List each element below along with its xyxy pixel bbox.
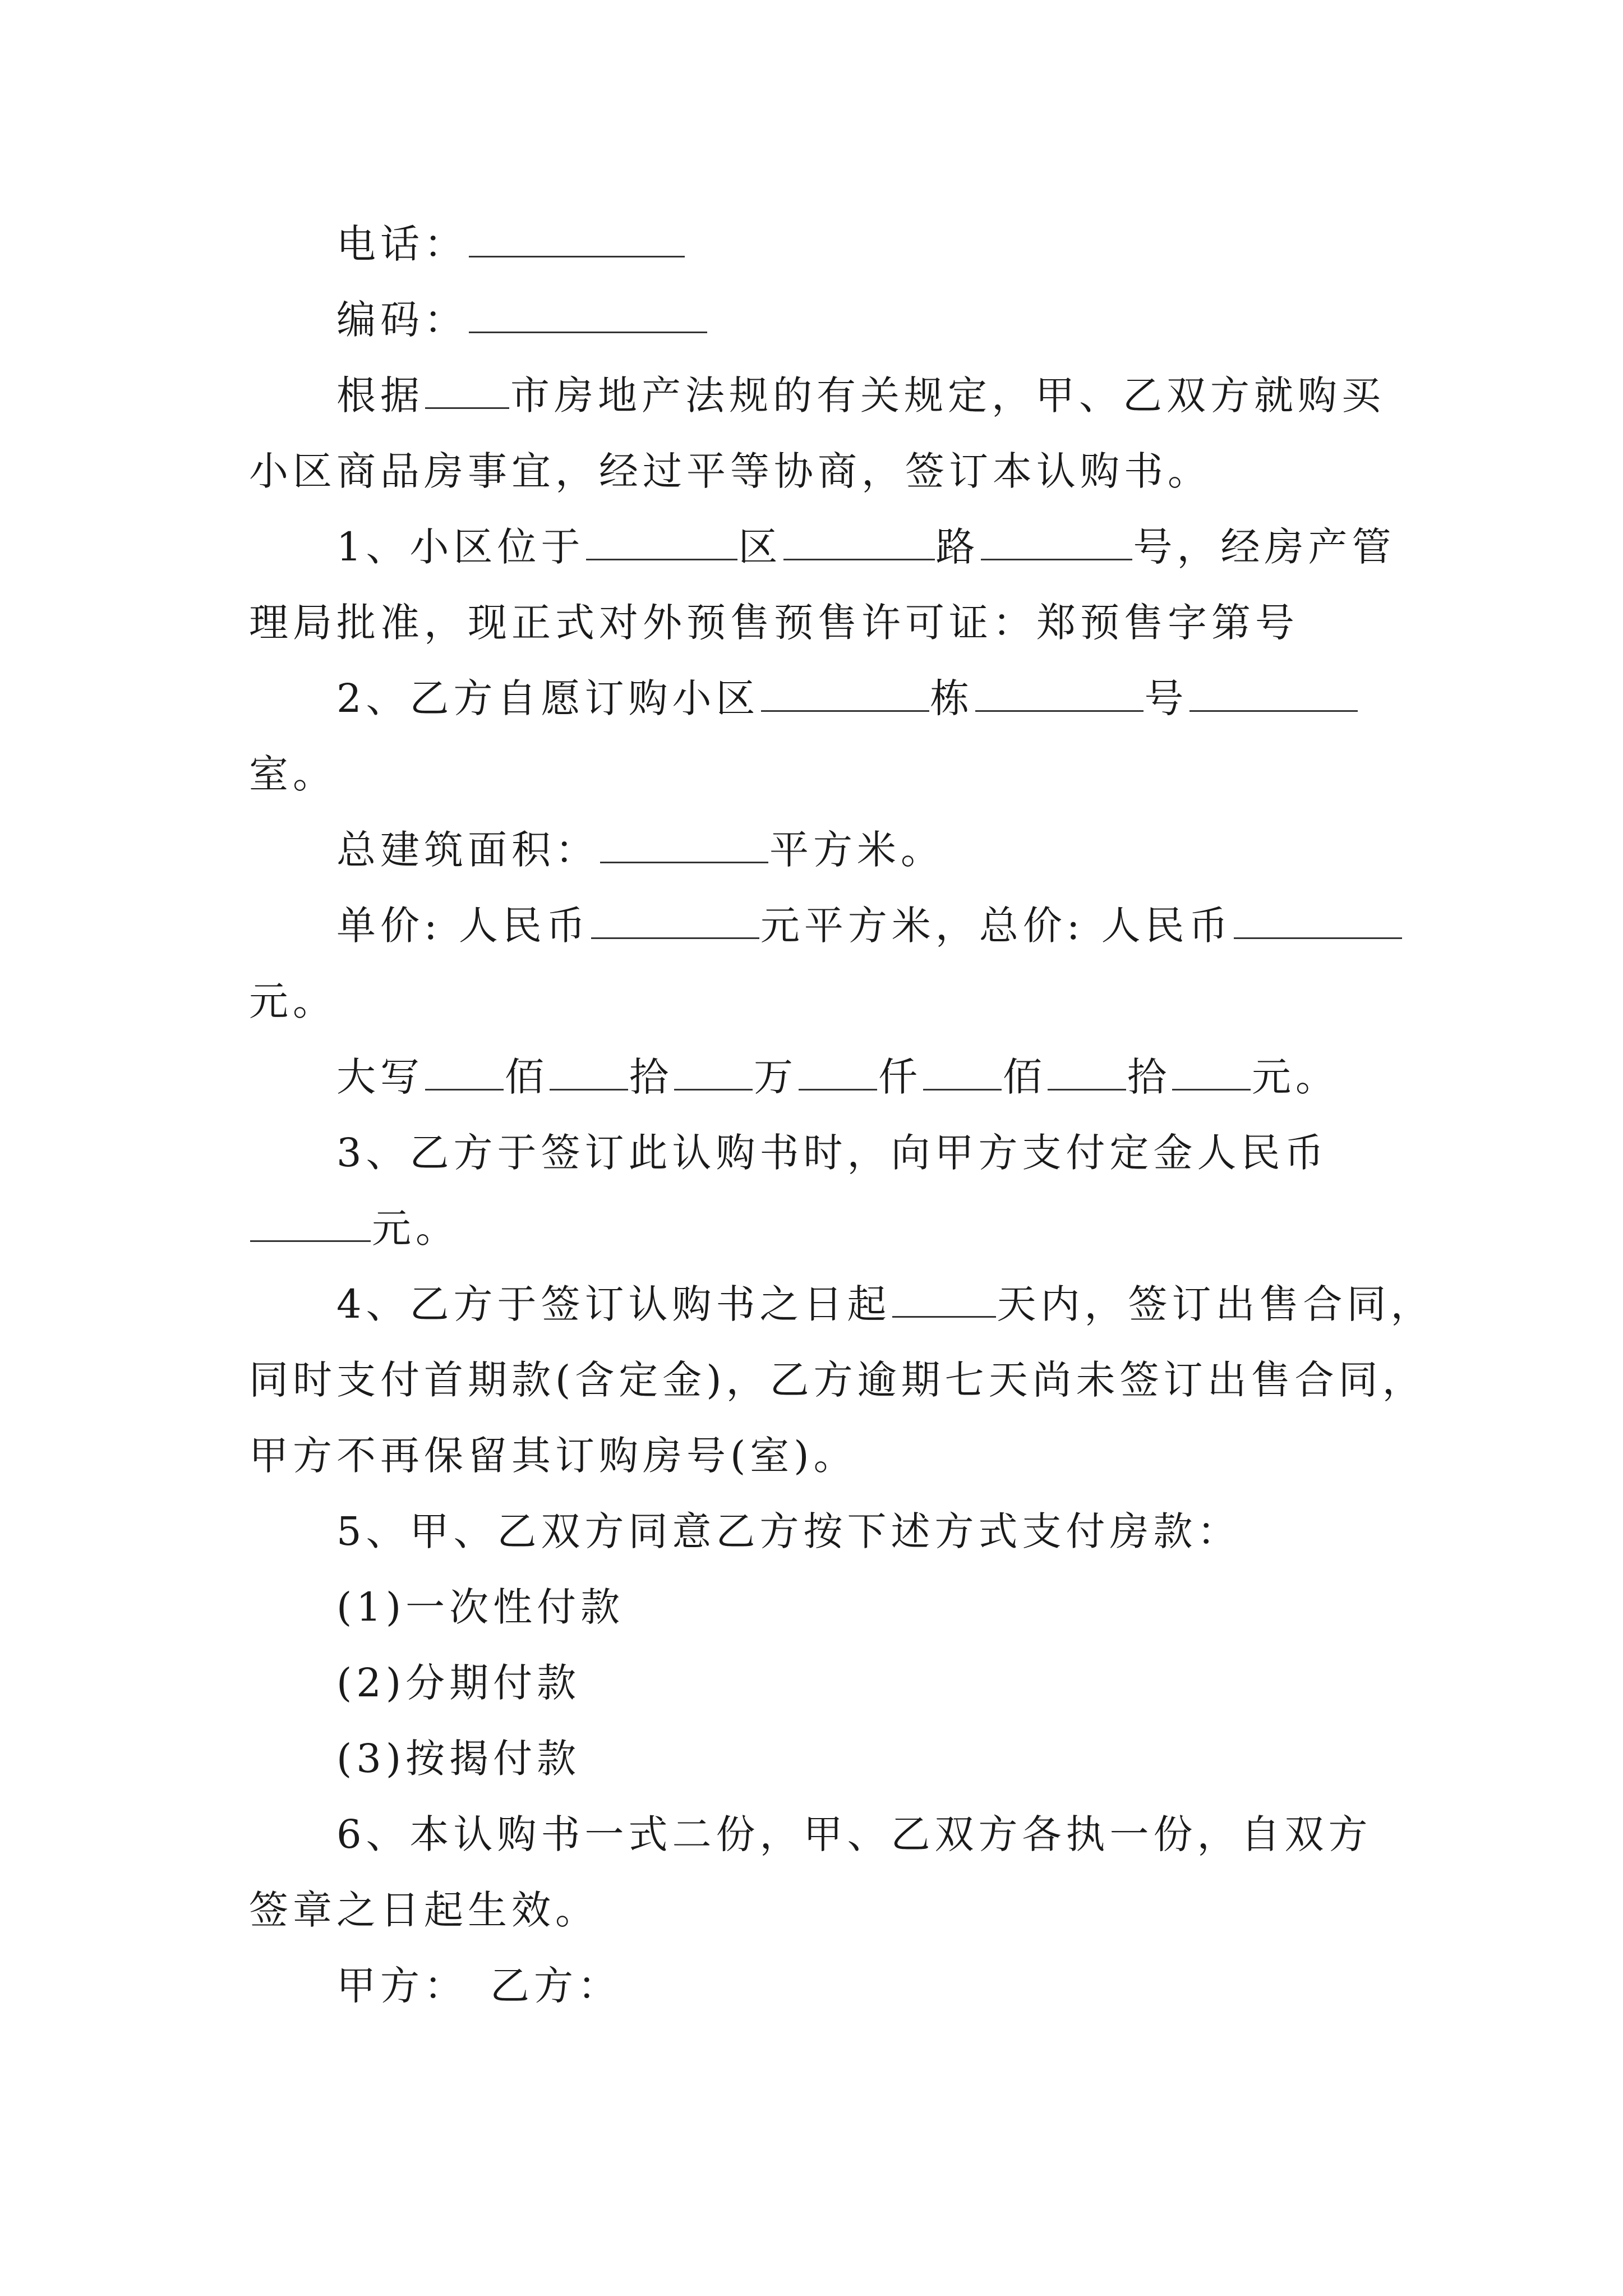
clause-4-text-c: 同时支付首期款(含定金)，乙方逾期七天尚未签订出售合同， (249, 1357, 1426, 1403)
unit-price-blank (591, 904, 759, 939)
payment-option-2-text: (2)分期付款 (336, 1660, 581, 1706)
area-line (336, 822, 944, 878)
clause-2-text-c: 号 (1144, 675, 1188, 721)
clause-1-line-1 (336, 519, 1396, 575)
intro-line-1 (336, 367, 1385, 424)
amount-blank (674, 1055, 753, 1091)
clause-5-text: 5、甲、乙双方同意乙方按下述方式支付房款： (336, 1508, 1241, 1554)
price-line-2 (249, 973, 336, 1029)
intro-text-1a: 根据 (336, 372, 424, 418)
amount-blank (799, 1055, 877, 1091)
party-b-label: 乙方： (490, 1963, 621, 2009)
clause-1-text-a: 1、小区位于 (336, 524, 585, 570)
building-blank (761, 677, 929, 712)
payment-option-2 (336, 1655, 580, 1711)
phone-label: 电话： (336, 221, 468, 267)
deposit-blank (250, 1207, 371, 1242)
clause-2-text-d: 室。 (249, 751, 336, 797)
payment-option-3 (336, 1731, 580, 1787)
number-blank (981, 525, 1132, 560)
unit-hundred: 佰 (1003, 1054, 1046, 1100)
deposit-unit: 元。 (372, 1205, 459, 1251)
clause-4-line-2 (249, 1352, 1426, 1408)
code-line (336, 292, 708, 348)
unit-price-label: 单价: 人民币 (336, 903, 590, 949)
amount-blank (550, 1055, 628, 1091)
unit-ten: 拾 (1127, 1054, 1171, 1100)
code-label: 编码： (336, 297, 468, 343)
clause-4-text-d: 甲方不再保留其订购房号(室)。 (249, 1433, 857, 1479)
amount-blank (1048, 1055, 1126, 1091)
unit-yuan: 元。 (1252, 1054, 1339, 1100)
unit-ten-thousand: 万 (754, 1054, 797, 1100)
amount-blank (425, 1055, 504, 1091)
total-price-blank (1234, 904, 1402, 939)
phone-line (336, 216, 686, 272)
intro-line-2 (249, 443, 1211, 499)
clause-5-line (336, 1503, 1241, 1559)
clause-3-line-2 (249, 1200, 459, 1257)
uppercase-amount-line (336, 1049, 1339, 1105)
unit-thousand: 仟 (878, 1054, 922, 1100)
party-a-label: 甲方： (336, 1963, 468, 2009)
unit-blank (975, 677, 1144, 712)
payment-option-1 (336, 1579, 624, 1635)
clause-6-line-2 (249, 1882, 599, 1938)
phone-blank (469, 222, 685, 257)
payment-option-3-text: (3)按揭付款 (336, 1736, 581, 1782)
clause-3-text: 3、乙方于签订此认购书时，向甲方支付定金人民币 (336, 1130, 1329, 1176)
clause-4-text-a: 4、乙方于签订认购书之日起 (336, 1281, 891, 1327)
area-blank (600, 828, 768, 863)
clause-2-text-b: 栋 (930, 675, 974, 721)
clause-1-text-b: 区 (738, 524, 782, 570)
city-blank (425, 374, 509, 409)
clause-3-line-1 (336, 1125, 1329, 1181)
room-blank (1189, 677, 1358, 712)
clause-4-line-3 (249, 1428, 857, 1484)
code-blank (469, 298, 707, 333)
area-label: 总建筑面积： (336, 827, 599, 873)
clause-2-line-2 (249, 746, 336, 802)
clause-1-text-e: 理局批准，现正式对外预售预售许可证：郑预售字第号 (249, 600, 1299, 646)
clause-4-line-1 (336, 1276, 1435, 1332)
unit-hundred-million: 佰 (505, 1054, 548, 1100)
total-price-label: 元平方米，总价: 人民币 (760, 903, 1233, 949)
uppercase-label: 大写 (336, 1054, 424, 1100)
price-line (336, 898, 1403, 954)
price-unit: 元。 (249, 978, 336, 1024)
area-unit: 平方米。 (769, 827, 944, 873)
clause-1-line-2 (249, 595, 1299, 651)
clause-6-line-1 (336, 1806, 1372, 1862)
clause-2-text-a: 2、乙方自愿订购小区 (336, 675, 760, 721)
clause-1-text-c: 路 (935, 524, 980, 570)
clause-4-text-b: 天内，签订出售合同， (997, 1281, 1435, 1327)
intro-text-1b: 市房地产法规的有关规定，甲、乙双方就购买 (510, 372, 1385, 418)
district-blank (586, 525, 737, 560)
unit-ten-million: 拾 (629, 1054, 673, 1100)
road-blank (783, 525, 935, 560)
clause-6-text-a: 6、本认购书一式二份，甲、乙双方各执一份，自双方 (336, 1811, 1372, 1857)
amount-blank (923, 1055, 1002, 1091)
payment-option-1-text: (1)一次性付款 (336, 1584, 625, 1630)
clause-6-text-b: 签章之日起生效。 (249, 1887, 599, 1933)
days-blank (892, 1282, 996, 1318)
amount-blank (1172, 1055, 1251, 1091)
signature-line (336, 1958, 621, 2014)
clause-1-text-d: 号，经房产管 (1133, 524, 1396, 570)
clause-2-line-1 (336, 670, 1359, 726)
intro-text-2: 小区商品房事宜，经过平等协商，签订本认购书。 (249, 448, 1211, 494)
